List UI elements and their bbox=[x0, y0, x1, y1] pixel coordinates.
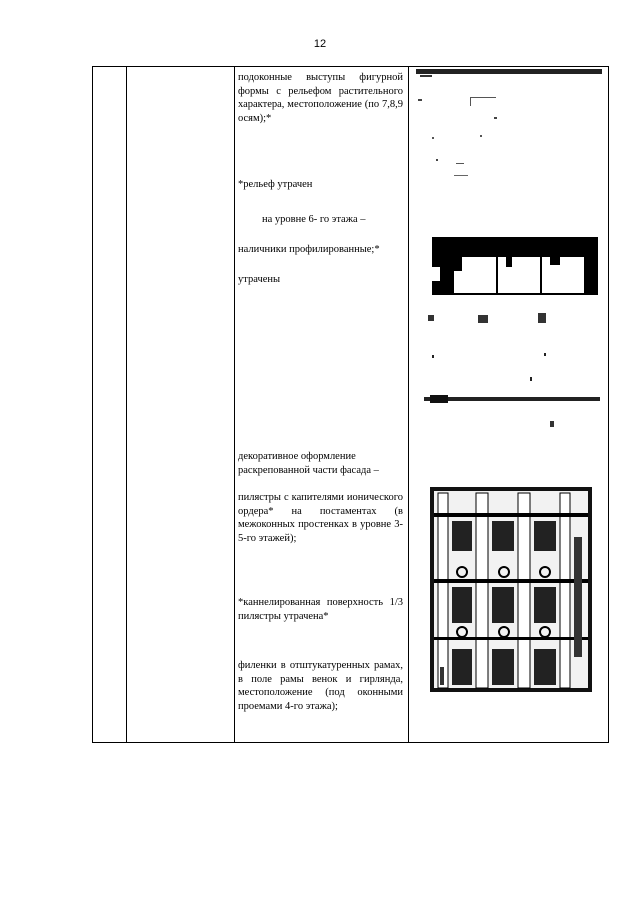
column-divider-1 bbox=[126, 67, 127, 742]
fluting-lost-note: *каннелированная поверхность 1/3 пилястры утрачена* bbox=[238, 597, 403, 622]
window-sill-description: подоконные выступы фигурной формы с рельефом растительного характера, местоположение (по 7,8,9 осям);* bbox=[238, 72, 403, 124]
photo-cell bbox=[410, 67, 608, 744]
profiled-casings-text: наличники профилированные;* bbox=[238, 244, 380, 255]
relief-lost-note: *рельеф утрачен bbox=[238, 179, 313, 190]
facade-photo bbox=[430, 487, 592, 692]
column-divider-2 bbox=[234, 67, 235, 742]
scattered-photo-fragments bbox=[424, 313, 600, 427]
window-sill-photo-fragment bbox=[416, 69, 602, 176]
facade-decoration-heading: декоративное оформление раскрепованной части фасада – bbox=[238, 451, 379, 476]
casings-lost-note: утрачены bbox=[238, 274, 281, 285]
page-number: 12 bbox=[313, 38, 327, 50]
casings-photo bbox=[432, 237, 598, 295]
pilasters-description: пилястры с капителями ионического ордера* на постаментах (в межоконных простенках в уровне 3-5-го этажей); bbox=[238, 492, 403, 544]
monument-elements-table bbox=[92, 66, 609, 743]
panels-description: филенки в отштукатуренных рамах, в поле рамы венок и гирлянда, местоположение (под оконными проемами 4-го этажа); bbox=[238, 660, 403, 712]
sixth-floor-heading: на уровне 6- го этажа – bbox=[262, 214, 366, 225]
column-divider-3 bbox=[408, 67, 409, 742]
